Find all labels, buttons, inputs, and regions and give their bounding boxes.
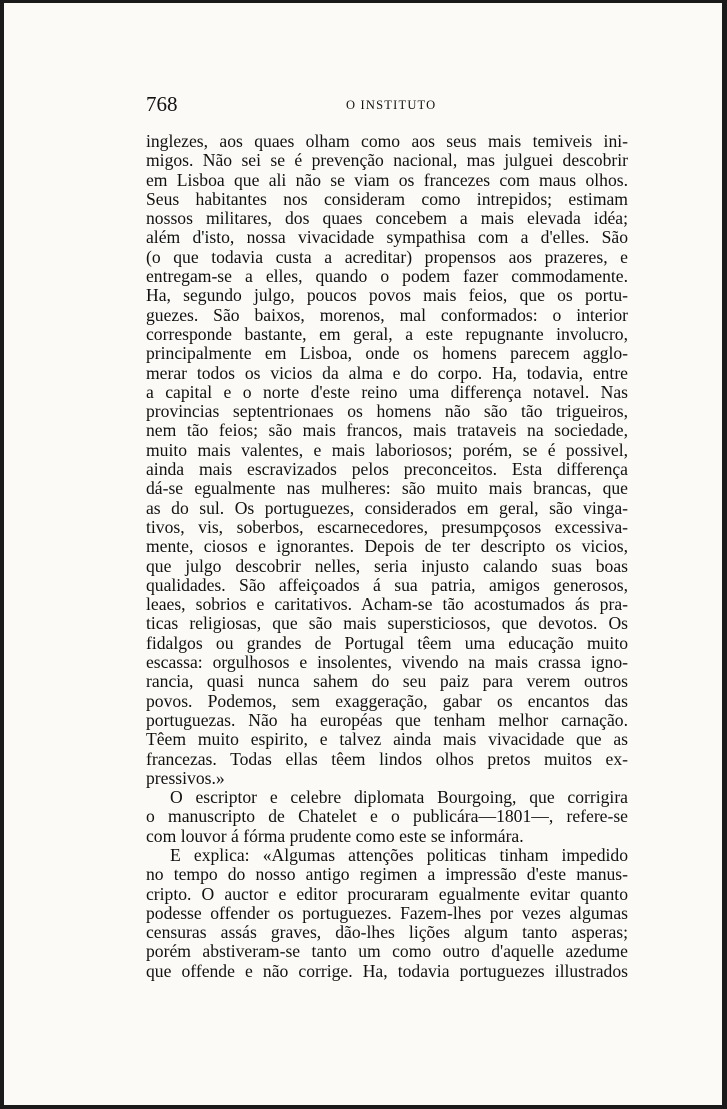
- text-line: que julgo descobrir nelles, seria injusto calando suas boas: [146, 555, 628, 576]
- page-number: 768: [146, 92, 178, 116]
- text-line: em Lisboa que ali não se viam os francezes com maus olhos.: [146, 169, 628, 190]
- text-line: entregam-se a elles, quando o podem fazer commodamente.: [146, 266, 628, 287]
- text-line: migos. Não sei se é prevenção nacional, mas julguei descobrir: [146, 150, 628, 171]
- text-line: nossos militares, dos quaes concebem a mais elevada idéa;: [146, 208, 628, 229]
- text-line: no tempo do nosso antigo regimen a impressão d'este manus-: [146, 864, 628, 885]
- text-line: dá-se egualmente nas mulheres: são muito mais brancas, que: [146, 478, 628, 499]
- text-line: censuras assás graves, dão-lhes lições algum tanto asperas;: [146, 922, 628, 943]
- text-line: Ha, segundo julgo, poucos povos mais feios, que os portu-: [146, 285, 628, 306]
- text-line: ainda mais escravizados pelos preconceitos. Esta differença: [146, 459, 628, 480]
- text-line: escassa: orgulhosos e insolentes, vivendo na mais crassa igno-: [146, 652, 628, 673]
- text-line: as do sul. Os portuguezes, considerados em geral, são vinga-: [146, 497, 628, 518]
- paragraph: [146, 788, 628, 846]
- text-line: Têem muito espirito, e talvez ainda mais vivacidade que as: [146, 729, 628, 750]
- text-line: francezas. Todas ellas têem lindos olhos pretos muitos ex-: [146, 748, 628, 769]
- scan-border-left: [0, 0, 4, 1109]
- text-line: E explica: «Algumas attenções politicas tinham impedido: [170, 844, 628, 865]
- text-line: corresponde bastante, em geral, a este repugnante involucro,: [146, 323, 628, 344]
- text-line: principalmente em Lisboa, onde os homens parecem agglo-: [146, 343, 628, 364]
- text-line: inglezes, aos quaes olham como aos seus mais temiveis ini-: [146, 131, 628, 151]
- text-line: o manuscripto de Chatelet e o publicára—1801—, refere-se: [146, 806, 628, 827]
- text-line: que offende e não corrige. Ha, todavia portuguezes illustrados: [146, 960, 628, 981]
- text-line: muito mais valentes, e mais laboriosos; porém, se é possivel,: [146, 439, 628, 460]
- text-line: cripto. O auctor e editor procuraram egualmente evitar quanto: [146, 883, 628, 904]
- text-line: fidalgos ou grandes de Portugal têem uma educação muito: [146, 632, 628, 653]
- body-text: [146, 132, 628, 981]
- text-line: ticas religiosas, que são mais supersticiosos, que devotos. Os: [146, 613, 628, 634]
- text-line: guezes. São baixos, morenos, mal conformados: o interior: [146, 304, 628, 325]
- text-line: povos. Podemos, sem exaggeração, gabar os encantos das: [146, 690, 628, 711]
- text-line: pressivos.»: [146, 767, 225, 788]
- text-line: qualidades. São affeiçoados á sua patria, amigos generosos,: [146, 574, 628, 595]
- scan-border-bottom: [0, 1105, 727, 1109]
- text-line: Seus habitantes nos consideram como intrepidos; estimam: [146, 188, 628, 209]
- text-line: porém abstiveram-se tanto um como outro d'aquelle azedume: [146, 941, 628, 962]
- text-line: nem tão feios; são mais francos, mais trataveis na sociedade,: [146, 420, 628, 441]
- scan-border-right: [722, 0, 727, 1109]
- text-line: rancia, quasi nunca sahem do seu paiz para verem outros: [146, 671, 628, 692]
- paragraph: [146, 846, 628, 981]
- text-line: (o que todavia custa a acreditar) propensos aos prazeres, e: [146, 246, 628, 267]
- scan-border-top: [0, 0, 727, 3]
- text-line: portuguezas. Não ha européas que tenham melhor carnação.: [146, 709, 628, 730]
- text-line: provincias septentrionaes os homens não são tão trigueiros,: [146, 401, 628, 422]
- text-line: leaes, sobrios e caritativos. Acham-se tão acostumados ás pra-: [146, 594, 628, 615]
- text-line: O escriptor e celebre diplomata Bourgoing, que corrigira: [170, 787, 628, 808]
- text-line: merar todos os vicios da alma e do corpo. Ha, todavia, entre: [146, 362, 628, 383]
- text-line: tivos, vis, soberbos, escarnecedores, presumpçosos excessiva-: [146, 516, 628, 537]
- page-header: [146, 92, 628, 116]
- text-line: podesse offender os portuguezes. Fazem-lhes por vezes algumas: [146, 902, 628, 923]
- text-line: com louvor á fórma prudente como este se informára.: [146, 825, 524, 846]
- text-line: a capital e o norte d'este reino uma differença notavel. Nas: [146, 381, 628, 402]
- text-line: mente, ciosos e ignorantes. Depois de ter descripto os vicios,: [146, 536, 628, 557]
- running-title: O INSTITUTO: [346, 98, 437, 112]
- text-line: além d'isto, nossa vivacidade sympathisa com a d'elles. São: [146, 227, 628, 248]
- paragraph: [146, 132, 628, 788]
